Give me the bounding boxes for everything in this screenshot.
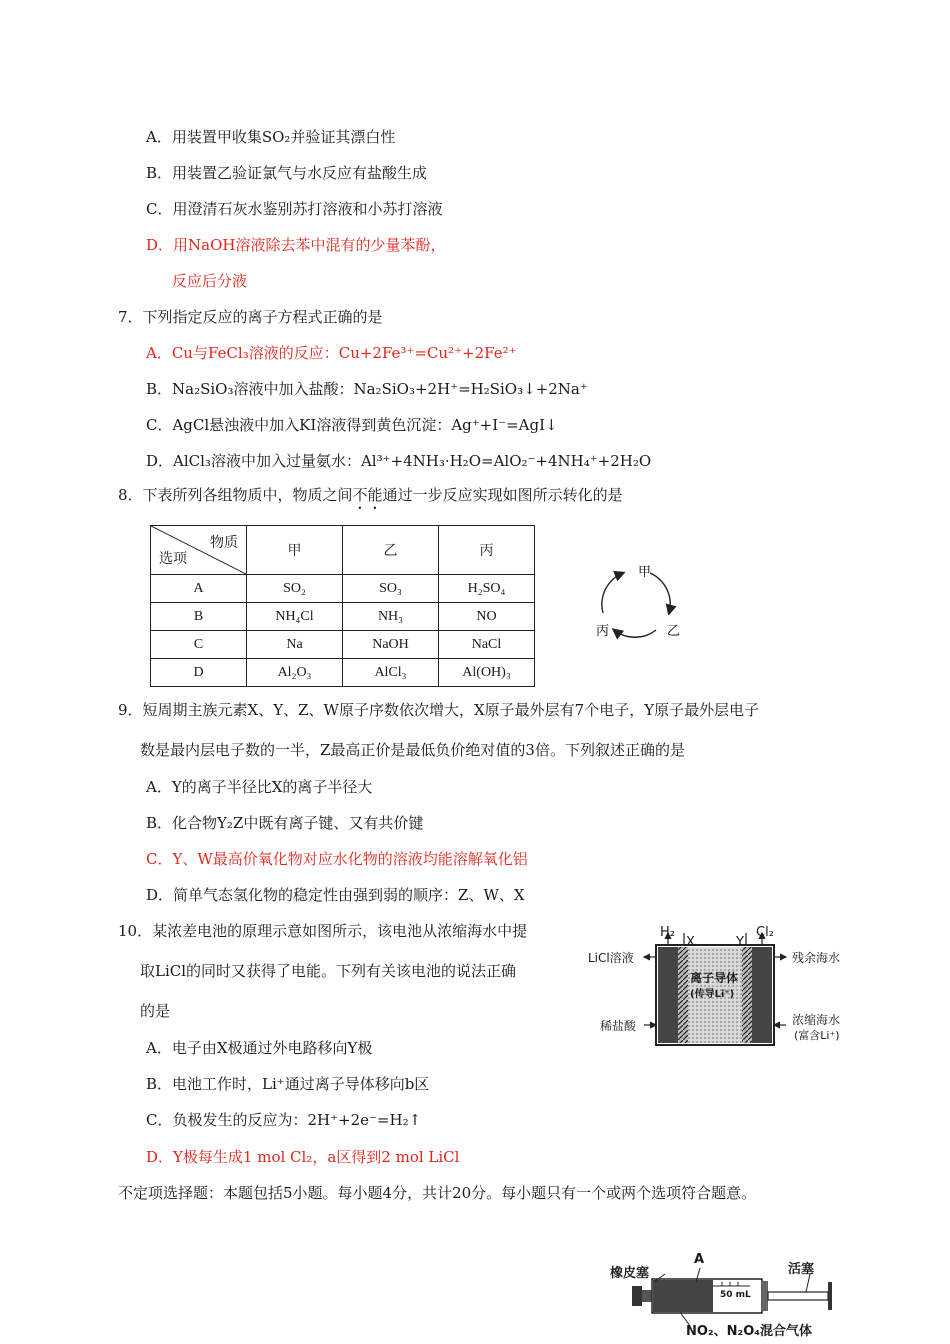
table-row xyxy=(151,659,535,687)
label-h2: H₂ xyxy=(660,925,675,940)
label-y: Y xyxy=(736,935,744,950)
table-row xyxy=(151,575,535,603)
syringe-figure xyxy=(610,1252,845,1340)
q9-option-a: A．Y的离子半径比X的离子半径大 xyxy=(146,778,373,796)
q9-stem-line1: 9．短周期主族元素X、Y、Z、W原子序数依次增大，X原子最外层有7个电子，Y原子最外层电子 xyxy=(118,701,760,719)
table-cell: Na xyxy=(247,631,343,659)
table-cell: Al(OH)₃ xyxy=(439,659,535,687)
arrow-jia-to-yi xyxy=(650,573,670,613)
table-cell: SO₃ xyxy=(343,575,439,603)
q6-option-d: D．用NaOH溶液除去苯中混有的少量苯酚， xyxy=(146,236,446,254)
label-acid: 稀盐酸 xyxy=(600,1019,637,1033)
label-cl2: Cl₂ xyxy=(756,925,774,940)
table-cell: AlCl₃ xyxy=(343,659,439,687)
battery-figure xyxy=(588,925,858,1055)
label-stopper: 橡皮塞 xyxy=(610,1266,650,1281)
q9-option-c: C．Y、W最高价氧化物对应水化物的溶液均能溶解氧化铝 xyxy=(146,850,528,868)
label-piston: 活塞 xyxy=(788,1262,815,1277)
label-concentrated-note: (富含Li⁺) xyxy=(794,1029,840,1042)
q10-stem-line3: 的是 xyxy=(140,1002,171,1020)
q10-option-d: D．Y极每生成1 mol Cl₂，a区得到2 mol LiCl xyxy=(146,1148,460,1166)
arrow-bing-to-jia xyxy=(602,573,623,613)
cycle-label-jia: 甲 xyxy=(638,565,652,580)
row-label: D xyxy=(151,659,247,687)
q10-stem-line2: 取LiCl的同时又获得了电能。下列有关该电池的说法正确 xyxy=(140,962,517,980)
column-header: 丙 xyxy=(439,526,535,575)
table-cell: NH₄Cl xyxy=(247,603,343,631)
table-corner-header xyxy=(151,526,247,575)
table-cell: NH₃ xyxy=(343,603,439,631)
q6-option-d-cont: 反应后分液 xyxy=(172,272,248,290)
table-cell: NaCl xyxy=(439,631,535,659)
label-licl: LiCl溶液 xyxy=(588,951,634,965)
label-a: A xyxy=(694,1252,705,1267)
label-center-note: (传导Li⁺) xyxy=(690,989,735,1000)
q9-stem-line2: 数是最内层电子数的一半，Z最高正价是最低负价绝对值的3倍。下列叙述正确的是 xyxy=(140,741,685,759)
row-label: B xyxy=(151,603,247,631)
q8-table xyxy=(150,525,535,687)
corner-top-label: 物质 xyxy=(210,536,238,551)
section-instructions: 不定项选择题：本题包括5小题。每小题4分，共计20分。每小题只有一个或两个选项符合题意。 xyxy=(118,1184,757,1202)
label-center: 离子导体 xyxy=(690,971,739,985)
label-x: X xyxy=(686,935,695,950)
q7-option-b: B．Na₂SiO₃溶液中加入盐酸：Na₂SiO₃+2H⁺=H₂SiO₃↓+2Na⁺ xyxy=(146,380,588,398)
q7-option-d: D．AlCl₃溶液中加入过量氨水：Al³⁺+4NH₃·H₂O=AlO₂⁻+4NH₄⁺+2H₂O xyxy=(146,452,652,470)
q9-option-d: D．简单气态氢化物的稳定性由强到弱的顺序：Z、W、X xyxy=(146,886,525,904)
table-row xyxy=(151,631,535,659)
q8-stem xyxy=(118,485,623,513)
table-header-row xyxy=(151,526,535,575)
q8-cycle-diagram xyxy=(588,560,698,650)
row-label: C xyxy=(151,631,247,659)
row-label: A xyxy=(151,575,247,603)
table-row xyxy=(151,603,535,631)
q9-option-b: B．化合物Y₂Z中既有离子键、又有共价键 xyxy=(146,814,424,832)
cycle-label-yi: 乙 xyxy=(667,624,681,639)
q10-option-a: A．电子由X极通过外电路移向Y极 xyxy=(146,1039,373,1057)
arrow-yi-to-bing xyxy=(614,630,656,637)
table-cell: NO xyxy=(439,603,535,631)
label-scale: 50 mL xyxy=(720,1290,751,1300)
label-residual: 残余海水 xyxy=(792,951,841,965)
label-gas: NO₂、N₂O₄混合气体 xyxy=(686,1324,812,1339)
q8-stem-pre: 8．下表所列各组物质中，物质之间 xyxy=(118,486,353,504)
q6-option-b: B．用装置乙验证氯气与水反应有盐酸生成 xyxy=(146,164,428,182)
q10-option-b: B．电池工作时，Li⁺通过离子导体移向b区 xyxy=(146,1075,430,1093)
q8-stem-emphasis: 不能 xyxy=(352,486,383,504)
table-cell: NaOH xyxy=(343,631,439,659)
corner-bottom-label: 选项 xyxy=(159,552,187,567)
column-header: 乙 xyxy=(343,526,439,575)
q8-stem-post: 通过一步反应实现如图所示转化的是 xyxy=(382,486,623,504)
label-concentrated: 浓缩海水 xyxy=(792,1013,841,1027)
column-header: 甲 xyxy=(247,526,343,575)
q7-option-a: A．Cu与FeCl₃溶液的反应：Cu+2Fe³⁺=Cu²⁺+2Fe²⁺ xyxy=(146,344,517,362)
cycle-label-bing: 丙 xyxy=(596,624,610,639)
q10-stem-line1: 10．某浓差电池的原理示意如图所示，该电池从浓缩海水中提 xyxy=(118,922,528,940)
q7-option-c: C．AgCl悬浊液中加入KI溶液得到黄色沉淀：Ag⁺+I⁻=AgI↓ xyxy=(146,416,558,434)
table-cell: SO₂ xyxy=(247,575,343,603)
q6-option-a: A．用装置甲收集SO₂并验证其漂白性 xyxy=(146,128,396,146)
table-cell: Al₂O₃ xyxy=(247,659,343,687)
q10-option-c: C．负极发生的反应为：2H⁺+2e⁻=H₂↑ xyxy=(146,1111,422,1129)
table-cell: H₂SO₄ xyxy=(439,575,535,603)
q7-stem: 7．下列指定反应的离子方程式正确的是 xyxy=(118,308,383,326)
q6-option-c: C．用澄清石灰水鉴别苏打溶液和小苏打溶液 xyxy=(146,200,443,218)
